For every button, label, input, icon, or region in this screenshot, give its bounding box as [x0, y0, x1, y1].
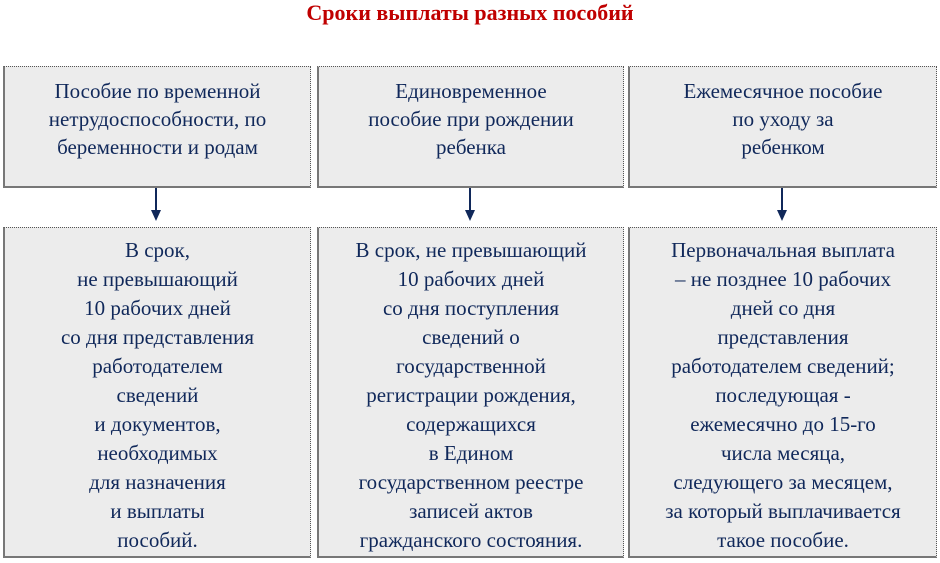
body-text-line: 10 рабочих дней	[397, 267, 545, 291]
arrow-down-icon	[777, 188, 787, 222]
body-text-line: для назначения	[89, 470, 226, 494]
deadline-box-birth-allowance	[317, 227, 624, 558]
body-text-line: регистрации рождения,	[366, 383, 576, 407]
body-text-line: последующая -	[715, 383, 851, 407]
body-text-line: и выплаты	[110, 499, 205, 523]
header-box-childcare-allowance	[628, 66, 937, 188]
body-text-line: следующего за месяцем,	[673, 470, 893, 494]
header-text-line: Единовременное	[395, 79, 547, 103]
header-text-line: беременности и родам	[57, 135, 258, 159]
header-text-line: ребенком	[741, 135, 825, 159]
arrow-down-icon	[465, 188, 475, 222]
body-text-line: государственном реестре	[358, 470, 584, 494]
body-text-line: числа месяца,	[720, 441, 846, 465]
body-text-line: гражданского состояния.	[359, 528, 583, 552]
body-text-line: сведений	[116, 383, 199, 407]
body-text-line: в Едином	[428, 441, 514, 465]
body-text-line: работодателем сведений;	[671, 354, 895, 378]
body-text-line: сведений о	[422, 325, 520, 349]
body-text-line: такое пособие.	[717, 528, 849, 552]
body-text-line: В срок,	[124, 238, 191, 262]
body-text-line: работодателем	[92, 354, 223, 378]
header-text-line: Пособие по временной	[54, 79, 261, 103]
header-text-line: пособие при рождении	[368, 107, 574, 131]
deadline-box-childcare-allowance	[628, 227, 937, 558]
header-text-line: по уходу за	[732, 107, 834, 131]
body-text-line: содержащихся	[406, 412, 536, 436]
body-text-line: необходимых	[97, 441, 218, 465]
header-text-line: Ежемесячное пособие	[683, 79, 883, 103]
body-text-line: В срок, не превышающий	[355, 238, 587, 262]
arrow-down-icon	[151, 188, 161, 222]
header-box-birth-allowance	[317, 66, 624, 188]
body-text-line: 10 рабочих дней	[84, 296, 231, 320]
diagram-title: Сроки выплаты разных пособий	[306, 0, 634, 25]
header-box-sick-leave	[3, 66, 311, 188]
body-text-line: Первоначальная выплата	[671, 238, 895, 262]
header-text-line: ребенка	[436, 135, 506, 159]
body-text-line: со дня представления	[60, 325, 255, 349]
body-text-line: пособий.	[117, 528, 198, 552]
body-text-line: – не позднее 10 рабочих	[674, 267, 892, 291]
body-text-line: не превышающий	[77, 267, 238, 291]
body-text-line: записей актов	[409, 499, 533, 523]
body-text-line: представления	[717, 325, 849, 349]
body-text-line: ежемесячно до 15-го	[690, 412, 876, 436]
body-text-line: государственной	[396, 354, 546, 378]
header-text-line: нетрудоспособности, по	[48, 107, 267, 131]
body-text-line: и документов,	[94, 412, 221, 436]
deadline-box-sick-leave	[3, 227, 311, 558]
body-text-line: дней со дня	[730, 296, 836, 320]
body-text-line: со дня поступления	[382, 296, 560, 320]
body-text-line: за который выплачивается	[665, 499, 901, 523]
